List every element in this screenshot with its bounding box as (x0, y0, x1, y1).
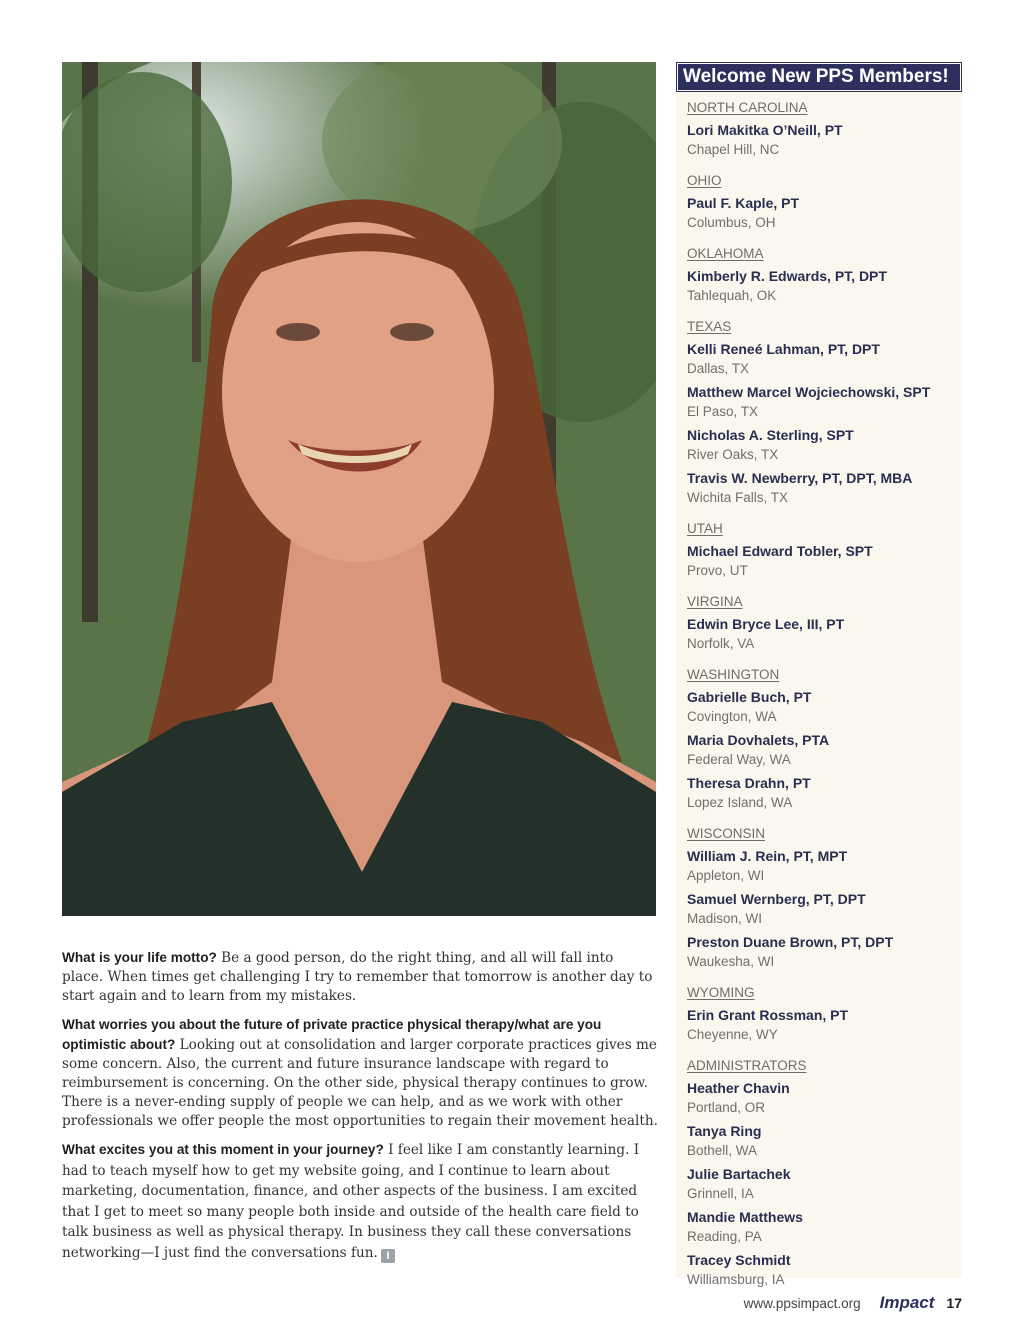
new-members-sidebar (676, 62, 962, 1287)
member-entry (687, 542, 952, 580)
member-entry (687, 890, 952, 928)
state-section (687, 172, 952, 232)
question-text: What is your life motto? (62, 950, 217, 965)
member-entry (687, 383, 952, 421)
member-name: Travis W. Newberry, PT, DPT, MBA (687, 470, 913, 486)
qa-future-worries (62, 1015, 658, 1131)
member-entry (687, 774, 952, 812)
member-location: Norfolk, VA (687, 636, 755, 651)
member-name: William J. Rein, PT, MPT (687, 848, 848, 864)
member-entry (687, 1208, 952, 1246)
member-name: Edwin Bryce Lee, III, PT (687, 616, 845, 632)
sidebar-title: Welcome New PPS Members! (676, 62, 962, 92)
member-name: Matthew Marcel Wojciechowski, SPT (687, 384, 931, 400)
member-entry (687, 194, 952, 232)
member-name: Kelli Reneé Lahman, PT, DPT (687, 341, 880, 357)
state-section (687, 99, 952, 159)
state-heading: NORTH CAROLINA (687, 100, 808, 115)
footer-brand-logo: Impact (879, 1293, 935, 1312)
member-name: Samuel Wernberg, PT, DPT (687, 891, 866, 907)
member-location: Bothell, WA (687, 1143, 758, 1158)
member-name: Gabrielle Buch, PT (687, 689, 812, 705)
state-heading: TEXAS (687, 319, 732, 334)
article-end-icon: I (381, 1249, 395, 1263)
member-location: El Paso, TX (687, 404, 759, 419)
member-entry (687, 1079, 952, 1117)
member-location: Dallas, TX (687, 361, 750, 376)
page-number: 17 (946, 1295, 962, 1311)
member-location: Columbus, OH (687, 215, 776, 230)
state-heading: ADMINISTRATORS (687, 1058, 807, 1073)
member-entry (687, 847, 952, 885)
member-location: Covington, WA (687, 709, 777, 724)
member-location: Portland, OR (687, 1100, 766, 1115)
footer-url[interactable]: www.ppsimpact.org (743, 1296, 861, 1311)
member-location: Tahlequah, OK (687, 288, 777, 303)
member-entry (687, 1165, 952, 1203)
member-entry (687, 1251, 952, 1289)
state-section (687, 318, 952, 507)
member-name: Paul F. Kaple, PT (687, 195, 800, 211)
member-name: Mandie Matthews (687, 1209, 803, 1225)
state-section (687, 984, 952, 1044)
member-location: Grinnell, IA (687, 1186, 754, 1201)
page-footer (744, 1293, 962, 1317)
member-name: Tracey Schmidt (687, 1252, 791, 1268)
member-location: Appleton, WI (687, 868, 765, 883)
member-location: Williamsburg, IA (687, 1272, 785, 1287)
state-section (687, 520, 952, 580)
article-body (62, 948, 658, 1272)
member-location: Cheyenne, WY (687, 1027, 778, 1042)
state-section (687, 593, 952, 653)
member-name: Theresa Drahn, PT (687, 775, 811, 791)
member-location: Wichita Falls, TX (687, 490, 789, 505)
question-text: What excites you at this moment in your journey? (62, 1142, 384, 1157)
member-name: Lori Makitka O’Neill, PT (687, 122, 843, 138)
member-name: Kimberly R. Edwards, PT, DPT (687, 268, 887, 284)
member-name: Nicholas A. Sterling, SPT (687, 427, 854, 443)
member-location: Lopez Island, WA (687, 795, 793, 810)
qa-excites (62, 1140, 658, 1263)
member-entry (687, 267, 952, 305)
question-text: What worries you about the future of private practice physical therapy/what are you optimistic about? (62, 1017, 602, 1052)
member-entry (687, 426, 952, 464)
answer-text: Be a good person, do the right thing, and all will fall into place. When times get challenging I try to remember that tomorrow is another day to start again and to learn from my mistakes. (62, 950, 653, 1004)
member-entry (687, 688, 952, 726)
state-heading: OHIO (687, 173, 722, 188)
state-section (687, 825, 952, 971)
state-heading: WYOMING (687, 985, 755, 1000)
member-name: Preston Duane Brown, PT, DPT (687, 934, 894, 950)
member-name: Heather Chavin (687, 1080, 790, 1096)
member-name: Julie Bartachek (687, 1166, 791, 1182)
member-entry (687, 731, 952, 769)
portrait-illustration (62, 62, 656, 916)
qa-life-motto (62, 948, 658, 1006)
member-location: Madison, WI (687, 911, 763, 926)
member-entry (687, 1122, 952, 1160)
state-heading: WISCONSIN (687, 826, 766, 841)
state-section (687, 666, 952, 812)
member-location: Chapel Hill, NC (687, 142, 780, 157)
member-name: Erin Grant Rossman, PT (687, 1007, 849, 1023)
member-location: Reading, PA (687, 1229, 762, 1244)
portrait-photo (62, 62, 656, 916)
state-heading: VIRGINA (687, 594, 743, 609)
member-entry (687, 469, 952, 507)
member-entry (687, 121, 952, 159)
member-location: Provo, UT (687, 563, 748, 578)
member-entry (687, 933, 952, 971)
member-entry (687, 1006, 952, 1044)
member-location: Waukesha, WI (687, 954, 775, 969)
member-name: Maria Dovhalets, PTA (687, 732, 830, 748)
state-heading: WASHINGTON (687, 667, 780, 682)
member-entry (687, 340, 952, 378)
member-entry (687, 615, 952, 653)
answer-text: Looking out at consolidation and larger corporate practices gives me some concern. Also, the current and future insurance landscape with regard to reimbursement is concerning. On the other side, physical therapy continues to grow. There is a never-ending supply of people we can help, and as we work with other professionals we offer people the most opportunities to regain their movement health. (62, 1037, 658, 1129)
member-location: River Oaks, TX (687, 447, 779, 462)
state-heading: UTAH (687, 521, 723, 536)
member-name: Tanya Ring (687, 1123, 762, 1139)
member-location: Federal Way, WA (687, 752, 791, 767)
state-section (687, 1057, 952, 1289)
state-heading: OKLAHOMA (687, 246, 764, 261)
state-section (687, 245, 952, 305)
answer-text: I feel like I am constantly learning. I had to teach myself how to get my website going, and I continue to learn about marketing, documentation, finance, and other aspects of the business. I am excited that I get to meet so many people both inside and outside of the health care field to talk business as well as physical therapy. In business they call these conversations networking—I just find the conversations fun. (62, 1142, 640, 1261)
members-list (676, 92, 962, 1289)
member-name: Michael Edward Tobler, SPT (687, 543, 873, 559)
